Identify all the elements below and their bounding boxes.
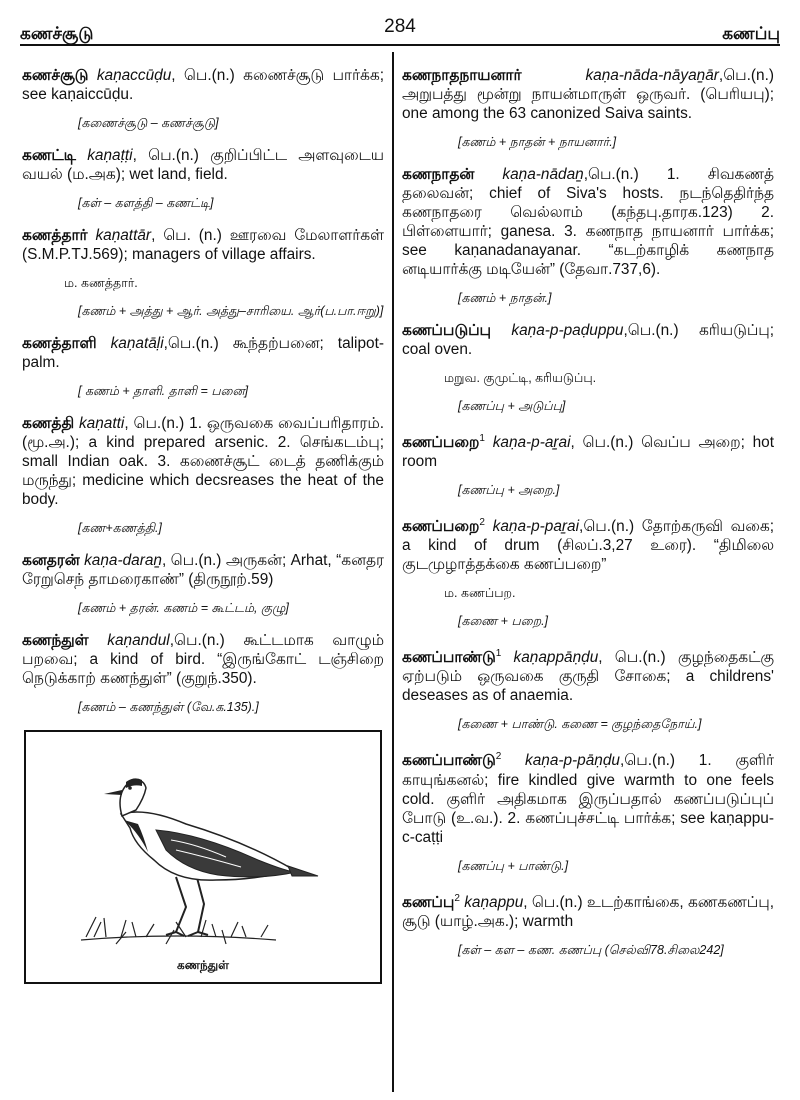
dictionary-entry bbox=[402, 321, 774, 359]
entry-etymology: [கண+கணத்தி.] bbox=[78, 521, 162, 535]
entry-transliteration: kaṇa-p-paṟai bbox=[492, 518, 580, 536]
dictionary-entry bbox=[22, 551, 384, 589]
right-entries bbox=[402, 66, 774, 959]
entry-headword: கனதரன் bbox=[22, 552, 80, 569]
left-column bbox=[22, 66, 384, 984]
dictionary-entry bbox=[402, 165, 774, 279]
entry-etymology: [கணப்பு + பாண்டு.] bbox=[458, 858, 569, 873]
running-head-right: கணப்பு bbox=[722, 24, 780, 43]
entry-etymology: [கணப்பு + அறை.] bbox=[458, 483, 560, 498]
entry-headword: கணநாதநாயனார் bbox=[402, 67, 522, 84]
entry-definition: ,பெ.(n.) தோற்கருவி வகை; a kind of drum (சிலப்.3,27 உரை). “திமிலை குடமுழாத்தக்கை கணப்பறை” bbox=[402, 518, 774, 574]
dictionary-entry bbox=[402, 513, 774, 574]
entry-etymology: [கணம் + நாதன் + நாயனார்.] bbox=[458, 135, 617, 149]
dictionary-entry bbox=[22, 226, 384, 264]
homograph-number: 2 bbox=[495, 751, 502, 763]
entry-etymology: [கணம் – கணந்துள் (வே.க.135).] bbox=[78, 700, 259, 714]
entry-definition: ,பெ.(n.) 1. சிவகணத் தலைவன்; chief of Siva's hosts. நடந்தெதிர்ந்த கணநாதரை வெல்லாம் (கந்தபு.தாரக.123) 2. பிள்ளையார்; ganesa. 3. கணநாத நாயனார் பார்க்க; see kaṇanadanayanar. “கடற்காழிக் கணநாத னடியார்க்கு மடியேன்” (தேவா.737,6). bbox=[402, 166, 774, 278]
entry-transliteration: kaṇaccūḍu bbox=[96, 67, 172, 84]
entry-definition: ,பெ.(n.) கரியடுப்பு; coal oven. bbox=[402, 322, 774, 358]
entry-headword: கணநாதன் bbox=[402, 166, 475, 183]
entry-definition: , பெ.(n.) குறிப்பிட்ட அளவுடைய வயல் (ம.அக); wet land, field. bbox=[22, 147, 385, 183]
entry-etymology: [கணப்பு + அடுப்பு] bbox=[458, 399, 566, 413]
entry-etymology: [கணம் + நாதன்.] bbox=[458, 291, 552, 305]
entry-etymology: [கணைச்சூடு – கணச்சூடு] bbox=[78, 116, 219, 130]
entry-headword: கணப்பறை bbox=[402, 434, 480, 452]
entry-transliteration: kaṇa-p-aṟai bbox=[492, 434, 571, 452]
entry-etymology: [கணை + பாண்டு. கணை = குழந்தைநோய்.] bbox=[458, 717, 702, 732]
bird-figure bbox=[24, 730, 382, 984]
entry-definition: , பெ. (n.) ஊரவை மேலாளர்கள் (S.M.P.TJ.569); managers of village affairs. bbox=[22, 227, 384, 263]
dictionary-entry bbox=[402, 889, 774, 931]
entry-cognate-note: ம. கணப்பற. bbox=[444, 586, 516, 601]
dictionary-entry bbox=[402, 429, 774, 471]
entry-definition: ,பெ.(n.) 1. குளிர் காயுங்கனல்; fire kindled give warmth to one feels cold. குளிர் அதிகமாக இருப்பதால் கணப்படுப்புப் போடு (உ.வ.). 2. கணப்புச்சட்டி பார்க்க; see kaṇappu-c-caṭṭi bbox=[402, 752, 774, 846]
entry-etymology: [ கணம் + தாளி. தாளி = பனை] bbox=[78, 384, 249, 398]
entry-transliteration: kaṇatti bbox=[78, 415, 125, 432]
dictionary-entry bbox=[22, 334, 384, 372]
entry-headword: கணட்டி bbox=[22, 147, 76, 164]
homograph-number: 2 bbox=[479, 517, 485, 529]
entry-headword: கணந்துள் bbox=[22, 632, 89, 649]
entry-transliteration: kaṇaṭṭi bbox=[87, 147, 133, 164]
entry-definition: , பெ.(n.) குழந்தைகட்கு ஏற்படும் ஒருவகை குருதி சோகை; a childrens' deseases as of anaemia. bbox=[402, 649, 774, 705]
entry-etymology: [கணம் + அத்து + ஆர். அத்து–சாரியை. ஆர்(ப.பா.ஈறு)] bbox=[78, 304, 384, 318]
entry-definition: , பெ.(n.) கணைச்சூடு பார்க்க; see kaṇaiccūḍu. bbox=[22, 67, 384, 103]
entry-etymology: [கள் – களத்தி – கணட்டி] bbox=[78, 196, 214, 210]
entry-transliteration: kaṇatāḷi bbox=[110, 335, 164, 352]
entry-definition: , பெ.(n.) அருகன்; Arhat, “கனதர ரேறுசெந் தாமரைகாண்” (திருநூற்.59) bbox=[22, 552, 384, 588]
entry-transliteration: kaṇa-p-paḍuppu bbox=[511, 322, 624, 339]
entry-etymology: [கள் – கள – கண. கணப்பு (செல்வி78.சிலை242] bbox=[458, 942, 724, 957]
dictionary-entry bbox=[22, 146, 384, 184]
entry-definition: ,பெ.(n.) அறுபத்து மூன்று நாயன்மாருள் ஒருவர். (பெரியபு); one among the 63 canonized Saiva saints. bbox=[402, 67, 774, 122]
page-header bbox=[20, 8, 780, 46]
entry-transliteration: kaṇappāṇḍu bbox=[513, 649, 599, 667]
entry-transliteration: kaṇattār bbox=[95, 227, 152, 244]
entry-headword: கணப்படுப்பு bbox=[402, 322, 491, 339]
running-head-left: கணச்சூடு bbox=[20, 24, 94, 43]
entry-cognate-note: மறுவ. குமுட்டி, கரியடுப்பு. bbox=[444, 371, 597, 385]
homograph-number: 1 bbox=[479, 433, 485, 444]
entry-headword: கணத்தார் bbox=[22, 227, 88, 244]
entry-etymology: [கணை + பறை.] bbox=[458, 614, 549, 629]
entry-definition: ,பெ.(n.) கூட்டமாக வாழும் பறவை; a kind of bird. “இருங்கோட் டஞ்சிறை நெடுக்காற் கணந்துள்” (குறுந்.350). bbox=[22, 632, 384, 687]
dictionary-entry bbox=[402, 66, 774, 123]
entry-definition: , பெ.(n.) 1. ஒருவகை வைப்பரிதாரம். (மூ.அ.); a kind prepared arsenic. 2. செங்கடம்பு; small Indian oak. 3. கணைச்சூட் டைத் தணிக்கும் மருந்து; medicine which decsreases the heat of the body. bbox=[22, 415, 385, 508]
dictionary-entry bbox=[22, 631, 384, 688]
page-number: 284 bbox=[384, 16, 416, 37]
entry-headword: கணத்தாளி bbox=[22, 335, 97, 352]
entry-headword: கணப்பாண்டு bbox=[402, 752, 496, 770]
entry-transliteration: kaṇappu bbox=[464, 893, 524, 911]
column-divider bbox=[392, 52, 394, 1092]
homograph-number: 2 bbox=[454, 892, 460, 904]
entry-headword: கணச்சூடு bbox=[22, 67, 89, 84]
left-entries bbox=[22, 66, 384, 716]
entry-etymology: [கணம் + தரன். கணம் = கூட்டம், குழு] bbox=[78, 601, 289, 615]
entry-headword: கணத்தி bbox=[22, 415, 75, 432]
entry-headword: கணப்பறை bbox=[402, 518, 480, 536]
lapwing-illustration bbox=[26, 732, 380, 982]
entry-definition: , பெ.(n.) வெப்ப அறை; hot room bbox=[402, 434, 774, 471]
entry-headword: கணப்பு bbox=[402, 893, 455, 911]
dictionary-entry bbox=[402, 747, 774, 846]
entry-transliteration: kaṇa-nādaṉ bbox=[502, 166, 584, 183]
entry-transliteration: kaṇa-daraṉ bbox=[84, 552, 162, 569]
dictionary-entry bbox=[22, 66, 384, 104]
homograph-number: 1 bbox=[495, 648, 502, 660]
entry-cognate-note: ம. கணத்தார். bbox=[64, 276, 138, 290]
entry-transliteration: kaṇa-p-pāṇḍu bbox=[525, 752, 620, 770]
right-column bbox=[402, 66, 774, 973]
entry-transliteration: kaṇa-nāda-nāyaṉār bbox=[585, 67, 719, 84]
dictionary-entry bbox=[402, 644, 774, 705]
entry-definition: ,பெ.(n.) கூந்தற்பனை; talipot-palm. bbox=[22, 335, 384, 371]
entry-definition: , பெ.(n.) உடற்காங்கை, கணகணப்பு, சூடு (யாழ்.அக.); warmth bbox=[402, 893, 774, 930]
figure-caption: கணந்துள் bbox=[177, 958, 229, 972]
entry-transliteration: kaṇandul bbox=[107, 632, 170, 649]
entry-headword: கணப்பாண்டு bbox=[402, 649, 496, 667]
dictionary-entry bbox=[22, 414, 384, 509]
